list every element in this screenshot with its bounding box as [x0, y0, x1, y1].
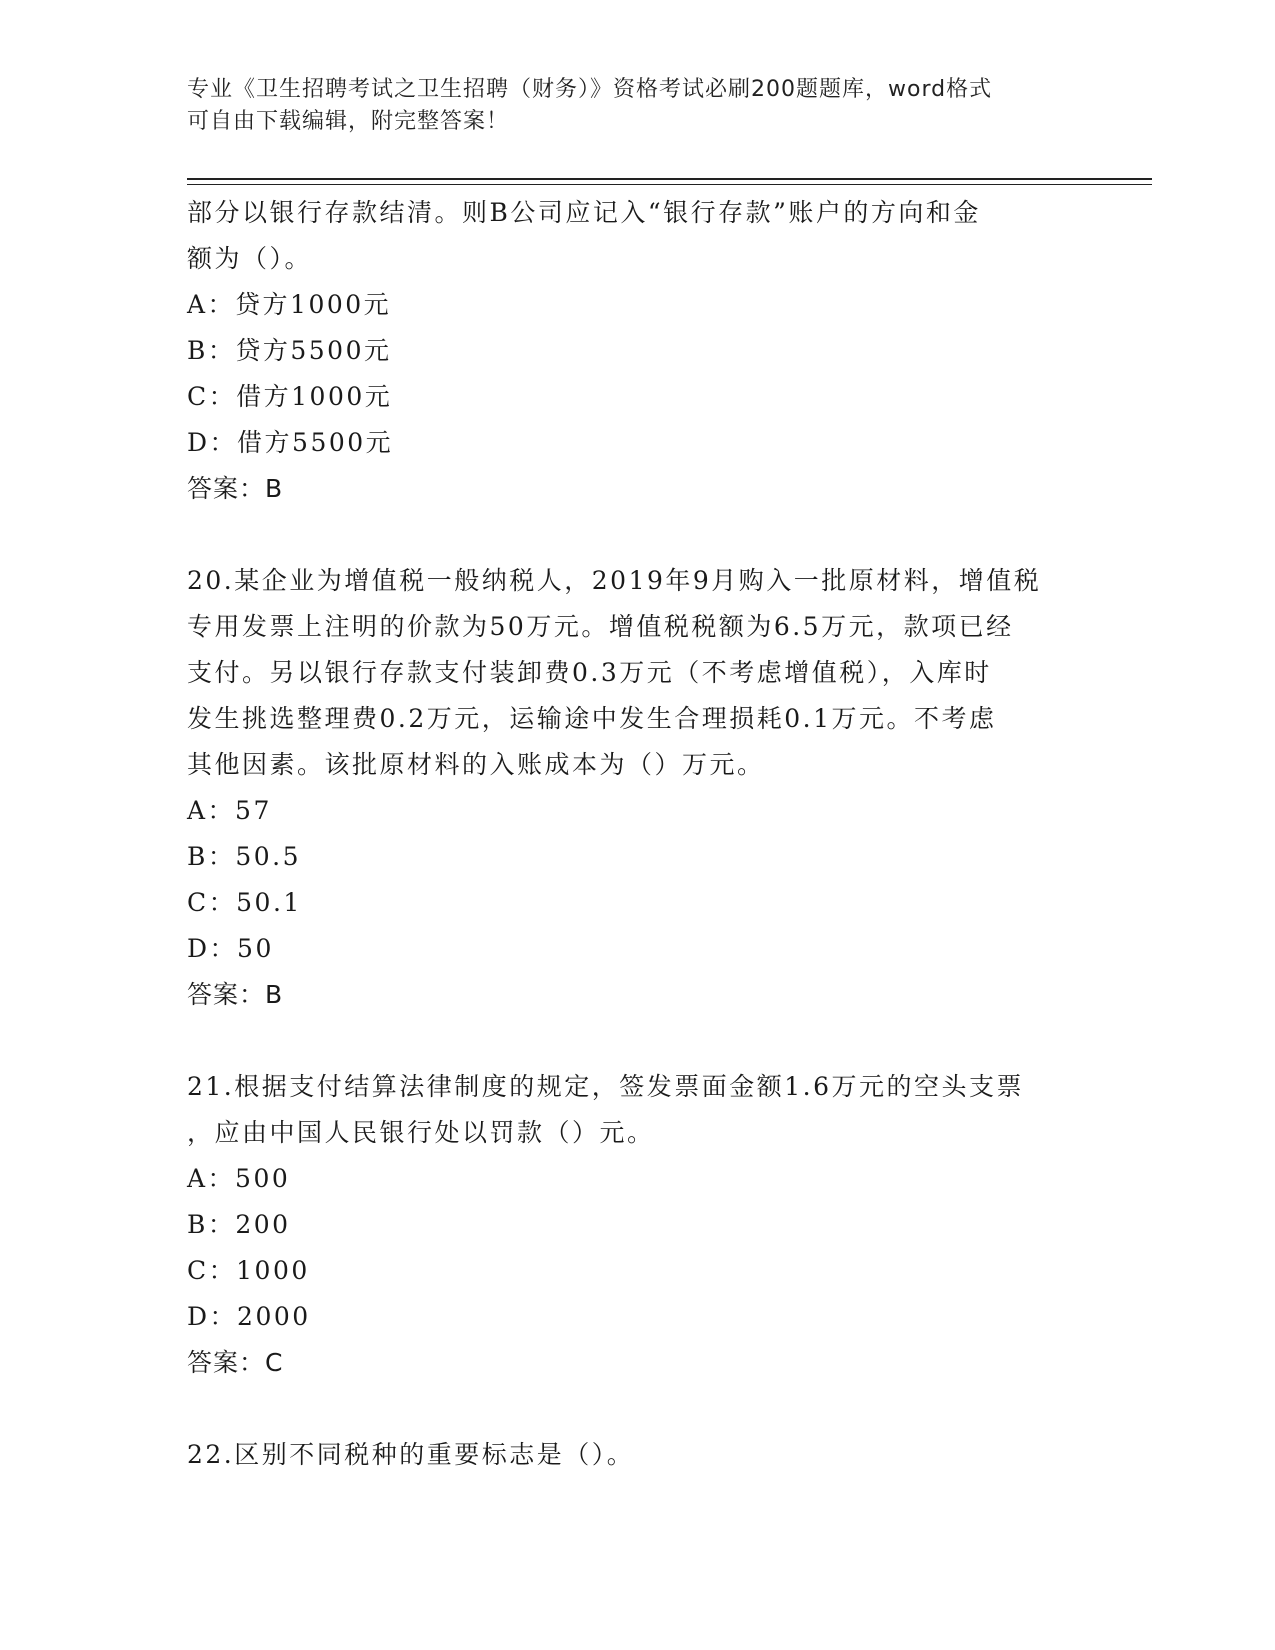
- question-stem-line: 21.根据支付结算法律制度的规定，签发票面金额1.6万元的空头支票: [187, 1072, 1025, 1101]
- option-c: C：50.1: [187, 888, 302, 917]
- option-c: C：借方1000元: [187, 382, 393, 411]
- page-header: [187, 74, 1087, 138]
- question-stem-line: 20.某企业为增值税一般纳税人，2019年9月购入一批原材料，增值税: [187, 566, 1042, 595]
- option-d: D：50: [187, 934, 274, 963]
- option-d: D：2000: [187, 1302, 311, 1331]
- question-20: [187, 558, 1087, 1018]
- question-stem-line: 22.区别不同税种的重要标志是（）。: [187, 1440, 635, 1469]
- option-c: C：1000: [187, 1256, 310, 1285]
- header-divider-thin: [187, 184, 1152, 185]
- option-b: B：50.5: [187, 842, 302, 871]
- question-stem-line: ，应由中国人民银行处以罚款（）元。: [187, 1118, 655, 1147]
- question-stem-line: 其他因素。该批原材料的入账成本为（）万元。: [187, 750, 765, 779]
- question-stem-line: 支付。另以银行存款支付装卸费0.3万元（不考虑增值税），入库时: [187, 658, 992, 687]
- header-line-2: 可自由下载编辑，附完整答案！: [187, 109, 510, 134]
- document-body: [187, 190, 1087, 1478]
- question-stem-line: 发生挑选整理费0.2万元，运输途中发生合理损耗0.1万元。不考虑: [187, 704, 997, 733]
- option-a: A：500: [187, 1164, 291, 1193]
- question-19-continuation: [187, 190, 1087, 512]
- question-stem-line: 额为（）。: [187, 244, 313, 273]
- question-21: [187, 1064, 1087, 1386]
- question-stem-line: 部分以银行存款结清。则B公司应记入“银行存款”账户的方向和金: [187, 198, 981, 227]
- header-divider-thick: [187, 178, 1152, 180]
- answer-line: 答案：C: [187, 1348, 284, 1377]
- option-a: A：57: [187, 796, 272, 825]
- answer-line: 答案：B: [187, 474, 284, 503]
- header-line-1: 专业《卫生招聘考试之卫生招聘（财务）》资格考试必刷200题题库，word格式: [187, 77, 993, 102]
- option-b: B：200: [187, 1210, 291, 1239]
- option-a: A：贷方1000元: [187, 290, 392, 319]
- question-22: [187, 1432, 1087, 1478]
- option-b: B：贷方5500元: [187, 336, 392, 365]
- question-stem-line: 专用发票上注明的价款为50万元。增值税税额为6.5万元，款项已经: [187, 612, 1014, 641]
- answer-line: 答案：B: [187, 980, 284, 1009]
- option-d: D：借方5500元: [187, 428, 394, 457]
